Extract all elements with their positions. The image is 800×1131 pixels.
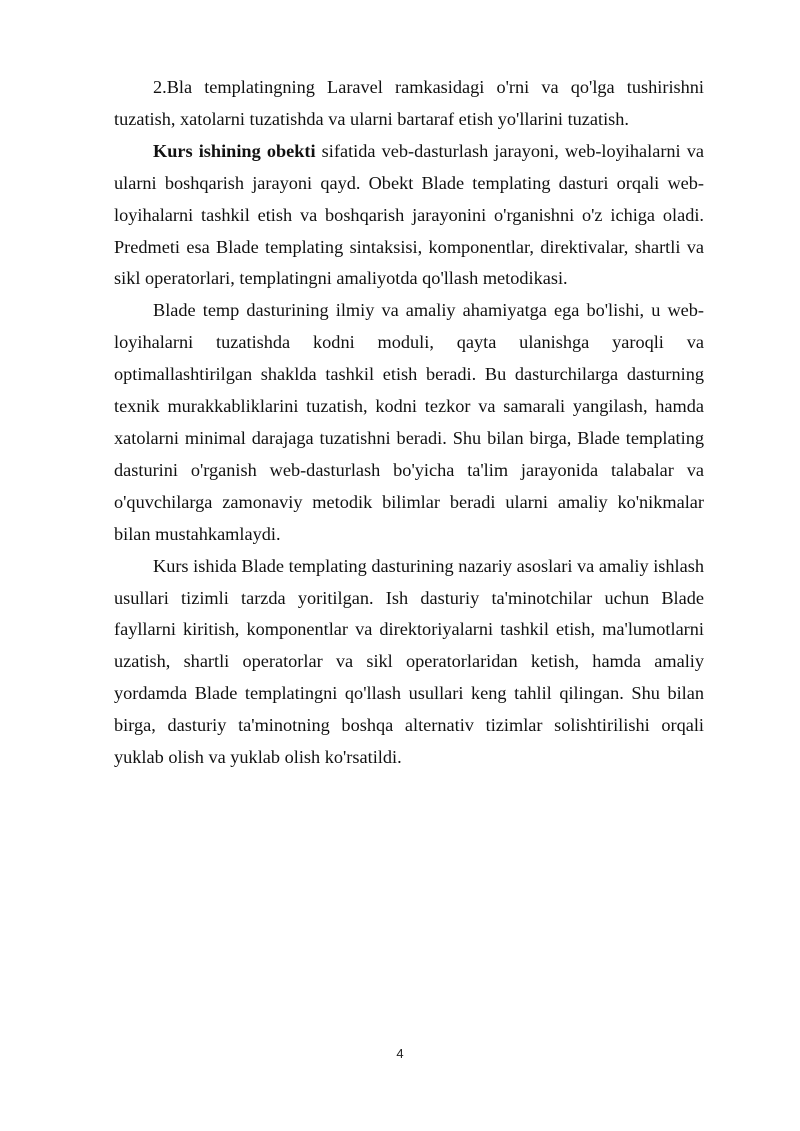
body-text xyxy=(114,72,704,774)
paragraph-1 xyxy=(114,72,704,136)
paragraph-2-bold-lead: Kurs ishining obekti xyxy=(153,140,316,161)
paragraph-3-text: Blade temp dasturining ilmiy va amaliy ahamiyatga ega bo'lishi, u web-loyihalarni tuzatishda kodni moduli, qayta ulanishga yaroqli va optimallashtirilgan shaklda tashkil etish beradi. Bu dasturchilarga dasturning texnik murakkabliklarini tuzatish, kodni tezkor va samarali yangilash, hamda xatolarni minimal darajaga tuzatishni beradi. Shu bilan birga, Blade templating dasturini o'rganish web-dasturlash bo'yicha ta'lim jarayonida talabalar va o'quvchilarga zamonaviy metodik bilimlar beradi ularni amaliy ko'nikmalar bilan mustahkamlaydi. xyxy=(114,300,704,544)
paragraph-2 xyxy=(114,136,704,296)
paragraph-2-text: sifatida veb-dasturlash jarayoni, web-loyihalarni va ularni boshqarish jarayoni qayd. Obekt Blade templating dasturi orqali web-loyihalarni tashkil etish va boshqarish jarayonini o'rganishni o'z ichiga oladi. Predmeti esa Blade templating sintaksisi, komponentlar, direktivalar, shartli va sikl operatorlari, templatingni amaliyotda qo'llash metodikasi. xyxy=(114,140,704,289)
paragraph-1-text: 2.Bla templatingning Laravel ramkasidagi o'rni va qo'lga tushirishni tuzatish, xatolarni tuzatishda va ularni bartaraf etish yo'llarini tuzatish. xyxy=(114,77,704,129)
paragraph-4 xyxy=(114,551,704,774)
paragraph-3 xyxy=(114,295,704,550)
paragraph-4-text: Kurs ishida Blade templating dasturining nazariy asoslari va amaliy ishlash usullari tizimli tarzda yoritilgan. Ish dasturiy ta'minotchilar uchun Blade fayllarni kiritish, komponentlar va direktoriyalarni tashkil etish, ma'lumotlarni uzatish, shartli operatorlar va sikl operatorlaridan ketish, hamda amaliy yordamda Blade templatingni qo'llash usullari keng tahlil qilingan. Shu bilan birga, dasturiy ta'minotning boshqa alternativ tizimlar solishtirilishi orqali yuklab olish va yuklab olish ko'rsatildi. xyxy=(114,555,704,768)
page-number: 4 xyxy=(396,1046,404,1061)
